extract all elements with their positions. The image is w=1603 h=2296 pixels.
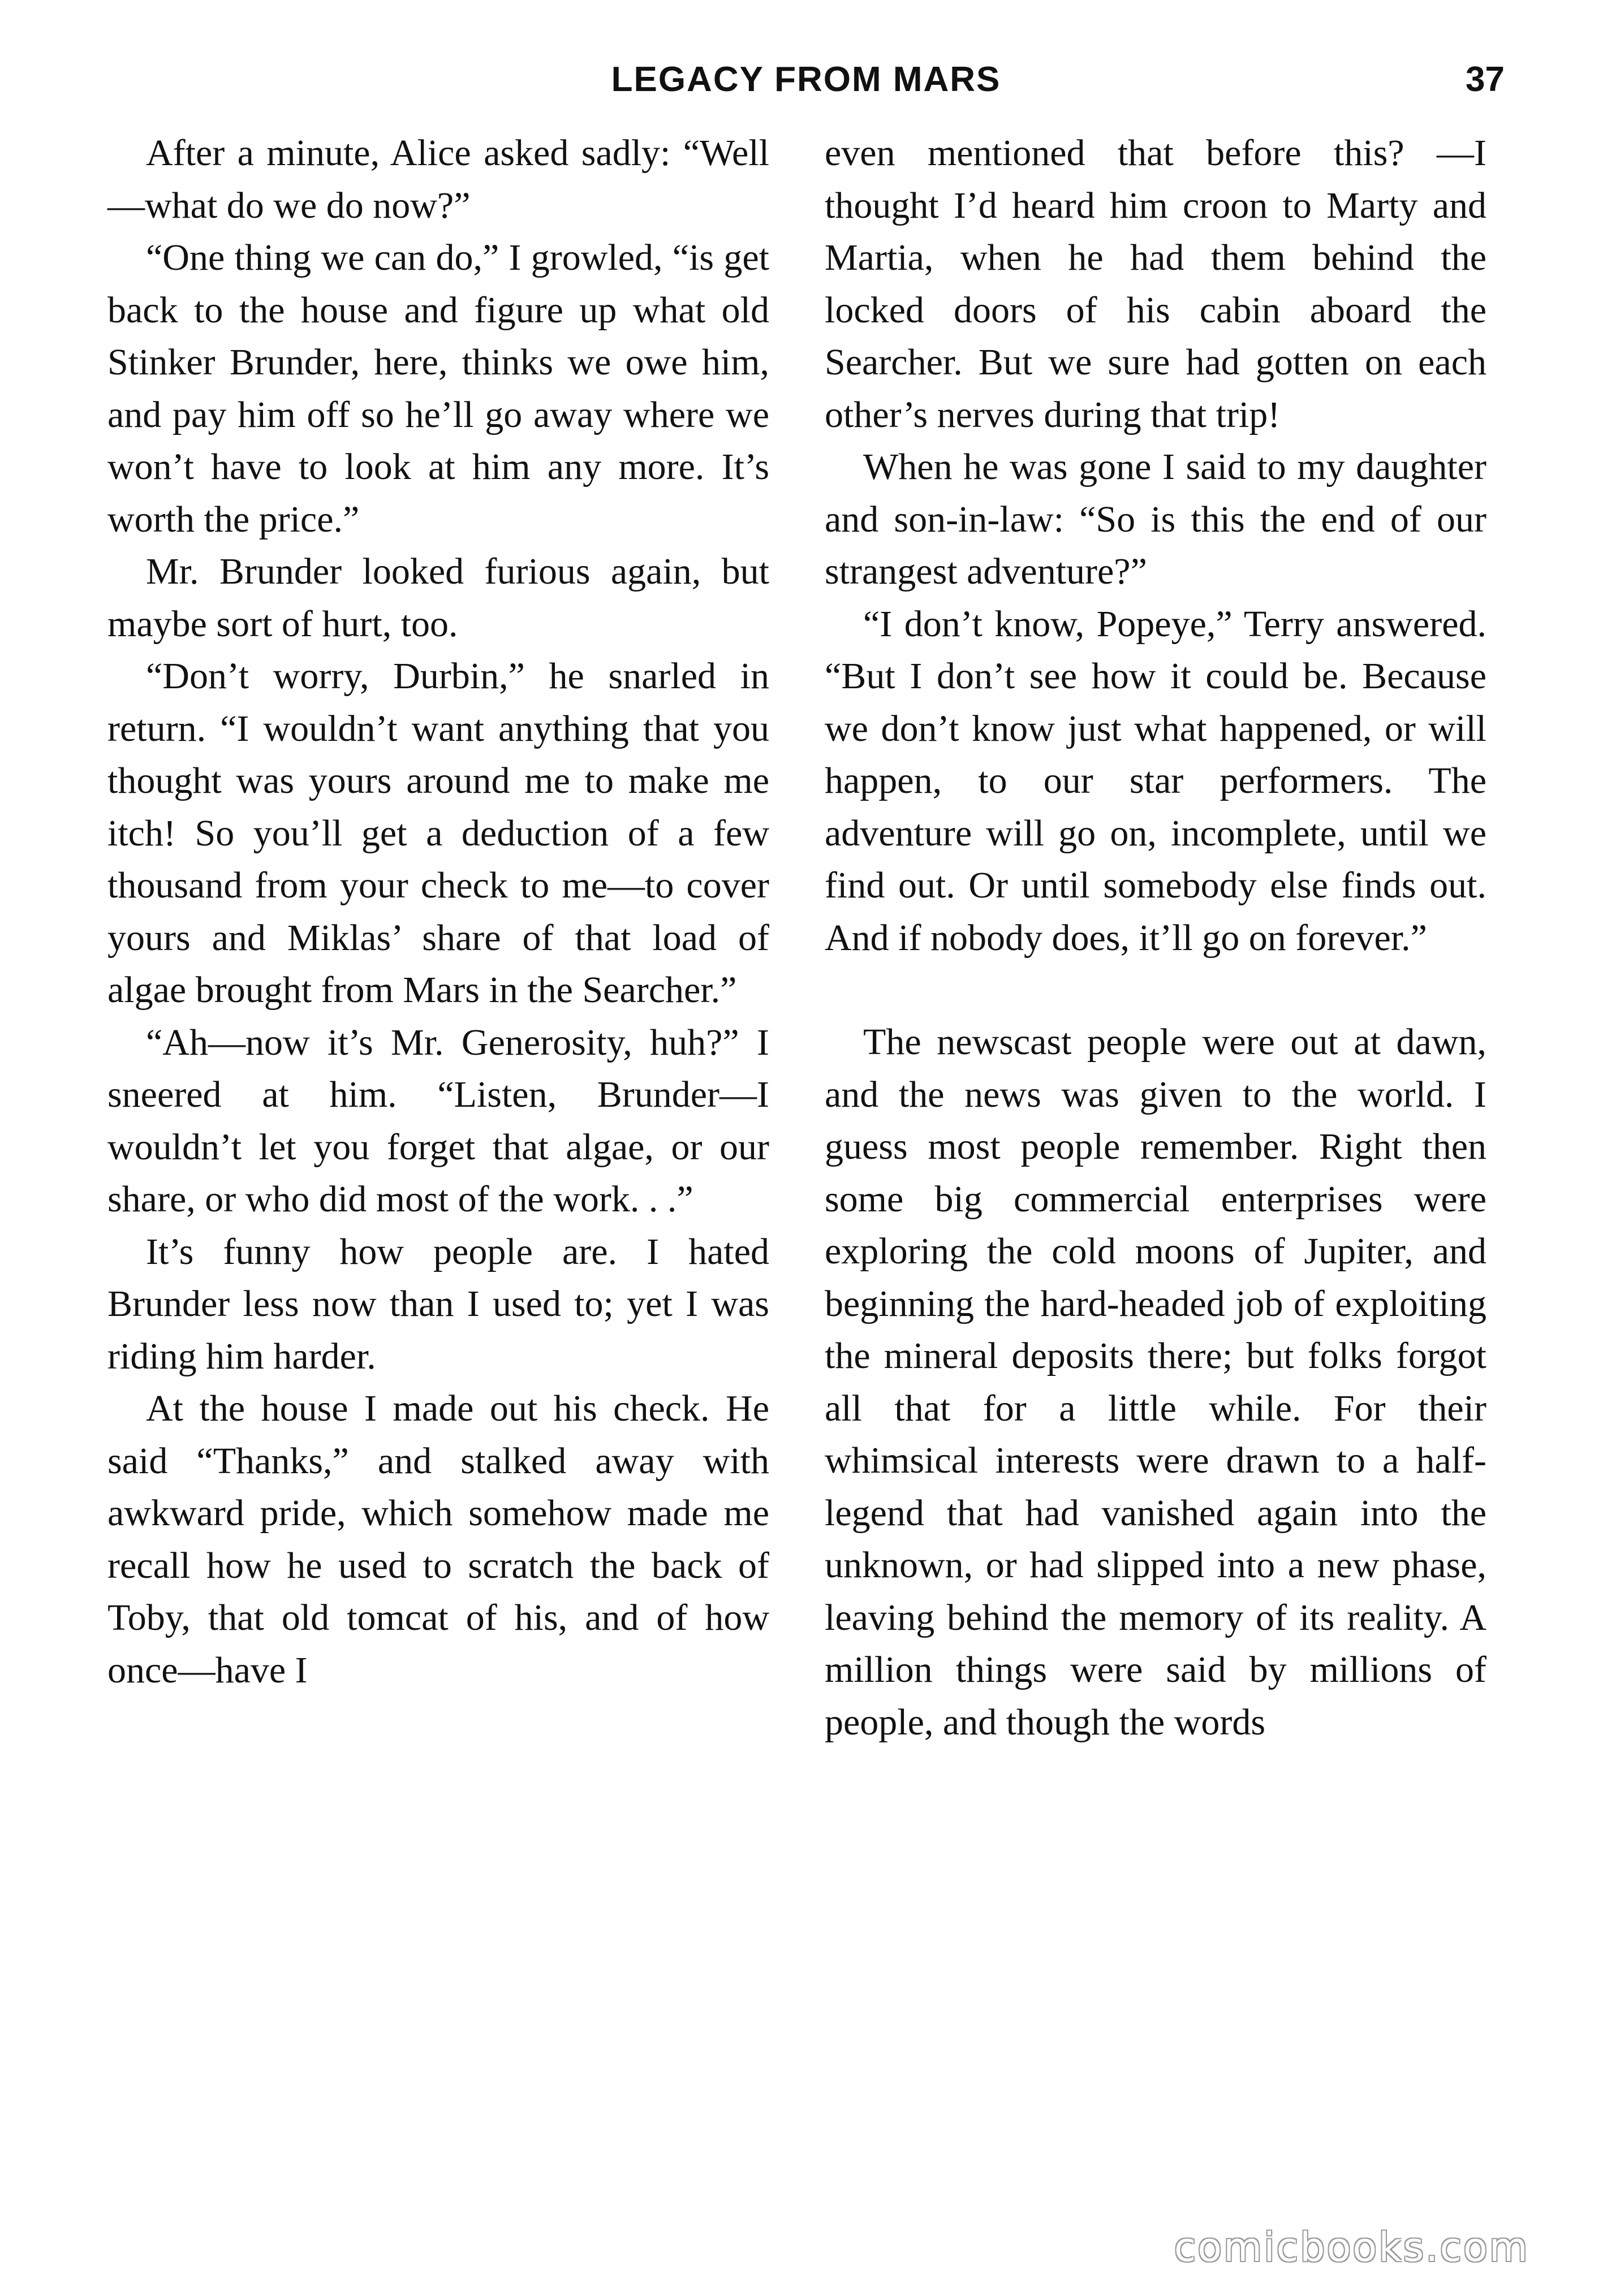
paragraph: Mr. Brunder looked furious again, but maybe sort of hurt, too. (107, 551, 769, 645)
page-number: 37 (1466, 60, 1505, 99)
left-column (107, 127, 769, 1697)
running-title: LEGACY FROM MARS (611, 60, 1001, 99)
paragraph: When he was gone I said to my daughter and son-in-law: “So is this the end of our strangest adventure?” (825, 446, 1486, 592)
right-column (825, 127, 1486, 1749)
paragraph-continuation: even mentioned that before this? —I thought I’d heard him croon to Marty and Martia, when he had them behind the locked doors of his cabin aboard the Searcher. But we sure had gotten on each other’s nerves during that trip! (825, 132, 1486, 435)
paragraph: “Ah—now it’s Mr. Generosity, huh?” I sneered at him. “Listen, Brunder—I wouldn’t let you forget that algae, or our share, or who did most of the work. . .” (107, 1021, 769, 1220)
watermark: comicbooks.com (1174, 2224, 1529, 2271)
paragraph: After a minute, Alice asked sadly: “Well—what do we do now?” (107, 132, 769, 226)
paragraph: It’s funny how people are. I hated Brunder less now than I used to; yet I was riding him harder. (107, 1231, 769, 1377)
page-header (107, 59, 1505, 110)
paragraph: At the house I made out his check. He said “Thanks,” and stalked away with awkward pride, which somehow made me recall how he used to scratch the back of Toby, that old tomcat of his, and of how once—have I (107, 1388, 769, 1691)
paragraph: “One thing we can do,” I growled, “is get back to the house and figure up what old Stinker Brunder, here, thinks we owe him, and pay him off so he’ll go away where we won’t have to look at him any more. It’s worth the price.” (107, 237, 769, 540)
paragraph: “I don’t know, Popeye,” Terry answered. “But I don’t see how it could be. Because we don’t know just what happened, or will happen, to our star performers. The adventure will go on, incomplete, until we find out. Or until somebody else finds out. And if nobody does, it’ll go on forever.” (825, 603, 1486, 959)
paragraph: “Don’t worry, Durbin,” he snarled in return. “I wouldn’t want anything that you thought was yours around me to make me itch! So you’ll get a deduction of a few thousand from your check to me—to cover yours and Miklas’ share of that load of algae brought from Mars in the Searcher.” (107, 655, 769, 1011)
paragraph: The newscast people were out at dawn, and the news was given to the world. I guess most people remember. Right then some big commercial enterprises were exploring the cold moons of Jupiter, and beginning the hard-headed job of exploiting the mineral deposits there; but folks forgot all that for a little while. For their whimsical interests were drawn to a half-legend that had vanished again into the unknown, or had slipped into a new phase, leaving behind the memory of its reality. A million things were said by millions of people, and though the words (825, 1021, 1486, 1743)
section-break (825, 964, 1486, 1016)
